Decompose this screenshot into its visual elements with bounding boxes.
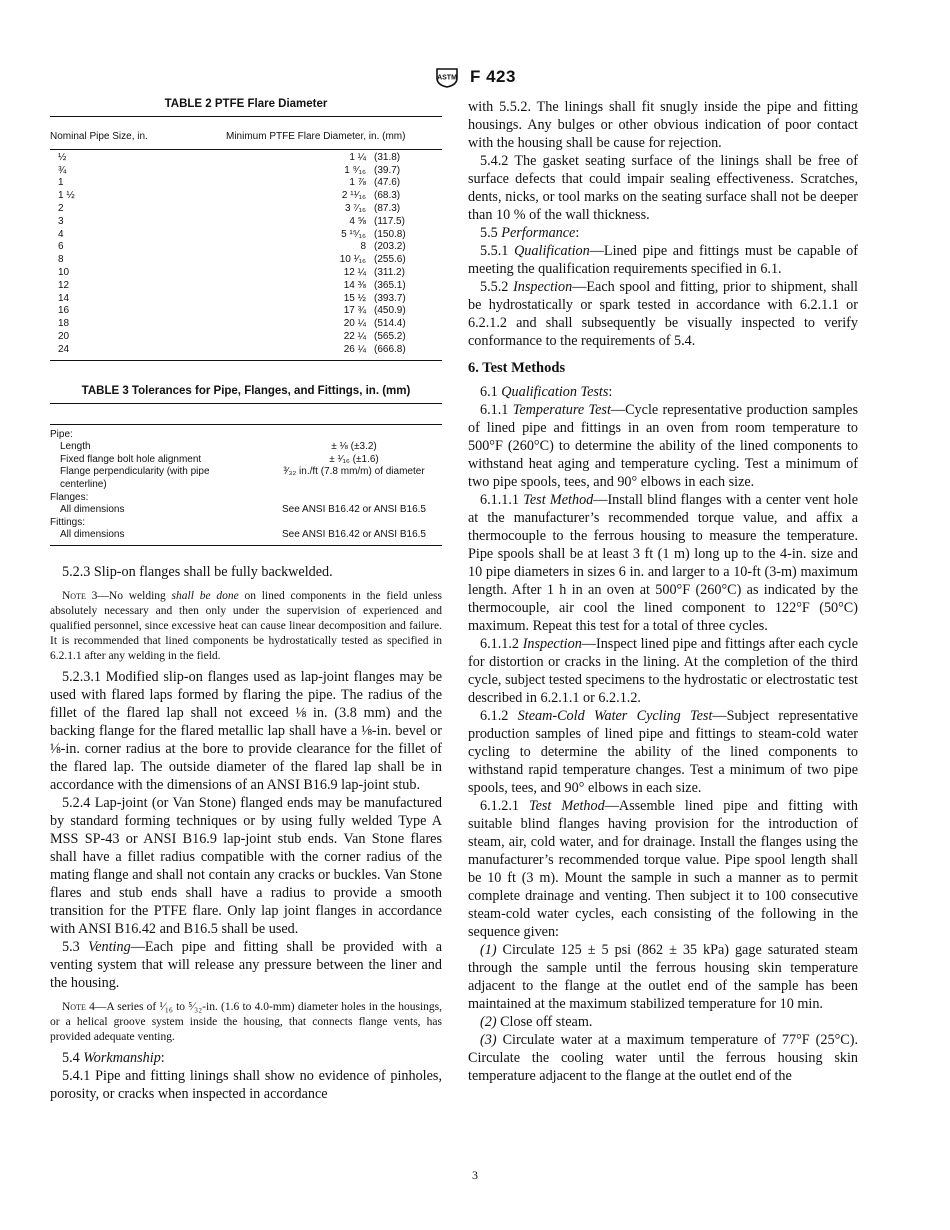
para-5-2-3: 5.2.3 Slip-on flanges shall be fully backwelded. (62, 563, 333, 580)
table3-length: Length (60, 441, 91, 453)
table3 (50, 429, 442, 542)
table2-row (50, 318, 442, 331)
table2-row (50, 190, 442, 203)
table3-fittings-val: See ANSI B16.42 or ANSI B16.5 (282, 529, 426, 541)
step-2: (2) Close off steam. (480, 1014, 593, 1030)
table2-pipe-size: 3 (58, 215, 64, 227)
table2-flare-in: 22 ¼ (343, 330, 366, 342)
table2-pipe-size: 2 (58, 202, 64, 214)
table2-row (50, 241, 442, 254)
table2-pipe-size: 6 (58, 241, 64, 253)
table2-flare-in: 5 ¹⁵⁄₁₆ (341, 228, 366, 240)
table3-title: TABLE 3 Tolerances for Pipe, Flanges, and Fittings, in. (mm) (81, 384, 411, 397)
table2-flare-in: 2 ¹¹⁄₁₆ (341, 190, 366, 202)
table2-flare-in: 15 ½ (343, 292, 366, 304)
page-number: 3 (472, 1168, 478, 1182)
table2-flare-in: 8 (360, 241, 366, 253)
para-6-1-1: 6.1.1 Temperature Test—Cycle representative production samples of lined pipe and fittings in an oven from room temperature to 500°F (260°C) to determine the ability of the lined components to withstand heat aging and temperature cycling. Test a minimum of two pipe spools, tees, and 90° elbows in each size. (468, 402, 858, 490)
table2-flare-in: 17 ¾ (343, 305, 366, 317)
table2-flare-in: 1 ¼ (349, 151, 366, 163)
table3-fittings: Fittings: (50, 516, 86, 528)
table2-row (50, 152, 442, 165)
note-3: Note 3—No welding shall be done on lined components in the field unless absolutely necessary and then only under the supervision of experienced and qualified personnel, since excessive heat can cause linear decomposition and failure. It is recommended that lined components be hydrostatically tested as specified in 6.2.1.1 after any welding in the field. (50, 589, 443, 662)
table2-flare-mm: (203.2) (374, 241, 406, 253)
astm-logo-icon (434, 66, 460, 88)
note-4: Note 4—A series of ¹⁄₁₆ to ⁵⁄₃₂-in. (1.6 to 4.0-mm) diameter holes in the housings, or a helical groove system inside the housing, that connects flange vents, has provided adequate venting. (50, 1000, 442, 1043)
table2-row (50, 203, 442, 216)
table3-flanges-val: See ANSI B16.42 or ANSI B16.5 (282, 504, 426, 516)
para-5-4-1: 5.4.1 Pipe and fitting linings shall show no evidence of pinholes, porosity, or cracks when inspected in accordance (50, 1067, 442, 1102)
table2-pipe-size: 1 ½ (58, 190, 75, 202)
para-5-2-3-1: 5.2.3.1 Modified slip-on flanges used as lap-joint flanges may be used with flared laps formed by flaring the pipe. The radius of the fillet of the flared lap shall not exceed ⅛ in. (3.8 mm) and the backing flange for the flared metallic lap shall have a ⅛-in. bevel or ⅛-in. corner radius at the bore to provide clearance for the fillet of the flared lap. The outside diameter of the flared lap shall be in accordance with the dimensions of an ANSI B16.9 lap-joint stub. (50, 668, 442, 793)
table2-flare-mm: (393.7) (374, 292, 406, 304)
table3-perp-val: ³⁄₃₂ in./ft (7.8 mm/m) of diameter (283, 466, 425, 478)
table2-pipe-size: ½ (58, 151, 67, 163)
para-5-4-2: 5.4.2 The gasket seating surface of the linings shall be free of surface defects that could impair sealing effectiveness. Scratches, dents, nicks, or tool marks on the seating surface shall not be deeper than 10 % of the wall thickness. (468, 153, 858, 223)
svg-text:ASTM: ASTM (437, 74, 457, 82)
para-5-5-2: 5.5.2 Inspection—Each spool and fitting, prior to shipment, shall be hydrostatically or spark tested in accordance with 6.2.1.1 or 6.2.1.2 and shall subsequently be visually inspected to verify conformance to the requirements of 5.4. (468, 279, 858, 349)
table2-flare-mm: (255.6) (374, 254, 406, 266)
table2-flare-in: 26 ¼ (343, 343, 366, 355)
table3-bolt: Fixed flange bolt hole alignment (60, 453, 202, 465)
table2 (50, 117, 442, 149)
table3-pipe: Pipe: (50, 428, 73, 440)
table2-pipe-size: 14 (58, 292, 70, 304)
para-6-1-1-2: 6.1.1.2 Inspection—Inspect lined pipe and fittings after each cycle for distortion or cracks in the lining. At the completion of the third cycle, subject tested specimens to the hydrostatic or electrostatic test described in 6.2.1.1 or 6.2.1.2. (468, 636, 858, 706)
para-cont: with 5.5.2. The linings shall fit snugly inside the pipe and fitting housings. Any bulges or other obvious indication of poor contact with the housing shall be cause for rejection. (468, 99, 858, 151)
para-5-2-4: 5.2.4 Lap-joint (or Van Stone) flanged ends may be manufactured by standard forming techniques or by using fully welded Type A MSS SP-43 or ANSI B16.9 lap-joint stub ends. Van Stone flares shall have a fillet radius compatible with the corner radius of the mating flange and shall not contain any cracks or buckles. Van Stone flares and stub ends shall have a radius to provide a smooth transition for the PTFE flare. Only lap joint flanges in accordance with ANSI B16.42 and B16.5 shall be used. (50, 794, 442, 937)
para-6-1: 6.1 Qualification Tests: (480, 384, 613, 400)
para-6-1-2-1: 6.1.2.1 Test Method—Assemble lined pipe and fitting with suitable blind flanges having provision for the introduction of steam, air, cold water, and for drainage. Install the flanges using the manufacturer’s recommended torque value. Pipe spool length shall be 10 ft (3 m). Mount the sample in such a manner as to permit complete drainage and venting. Then subject it to 100 consecutive steam-cold water cycles, each consisting of the following in the sequence given: (468, 798, 859, 940)
table2-flare-mm: (450.9) (374, 305, 406, 317)
table2-pipe-size: ¾ (58, 164, 67, 176)
table3-flanges-all: All dimensions (60, 504, 125, 516)
step-1: (1) Circulate 125 ± 5 psi (862 ± 35 kPa) gage saturated steam through the sample until the ferrous housing skin temperature adjacent to the flange at the outlet end of the sample has been maintained at the maximum stabilized temperature for 10 min. (468, 942, 858, 1012)
table3-fittings-all: All dimensions (60, 529, 125, 541)
table2-flare-in: 14 ⅜ (343, 279, 366, 291)
para-5-5-1: 5.5.1 Qualification—Lined pipe and fittings must be capable of meeting the qualification requirements specified in 6.1. (468, 243, 859, 277)
table2-pipe-size: 8 (58, 254, 64, 266)
right-column (468, 98, 858, 1085)
table2-row (50, 229, 442, 242)
table2-row (50, 267, 442, 280)
table2-pipe-size: 18 (58, 318, 70, 330)
table2-body (50, 152, 442, 357)
left-column (50, 98, 442, 1103)
table2-flare-mm: (666.8) (374, 343, 406, 355)
table2-pipe-size: 10 (58, 266, 70, 278)
table3-bolt-val: ± ¹⁄₁₆ (±1.6) (329, 453, 379, 465)
table3-perp: Flange perpendicularity (with pipe centerline) (60, 466, 210, 490)
table2-flare-mm: (117.5) (374, 215, 405, 227)
table2-col2-header: Minimum PTFE Flare Diameter, in. (mm) (226, 131, 406, 142)
table2-pipe-size: 1 (58, 177, 64, 189)
table3-flanges: Flanges: (50, 491, 89, 503)
table2-flare-mm: (31.8) (374, 151, 401, 163)
table2-pipe-size: 12 (58, 279, 70, 291)
document-number: F 423 (470, 67, 516, 86)
table2-row (50, 305, 442, 318)
table2-row (50, 216, 442, 229)
table2-flare-in: 12 ¼ (343, 266, 366, 278)
para-5-5: 5.5 Performance: (480, 225, 580, 241)
table2-flare-mm: (87.3) (374, 202, 401, 214)
table2-pipe-size: 4 (58, 228, 64, 240)
section-6-heading: 6. Test Methods (468, 360, 566, 376)
table2-col1-header: Nominal Pipe Size, in. (50, 131, 148, 142)
table2-row (50, 280, 442, 293)
table2-row (50, 254, 442, 267)
para-6-1-2: 6.1.2 Steam-Cold Water Cycling Test—Subject representative production samples of lined pipe and fittings to steam-cold water cycling to determine the ability of the lined components to withstand rapid temperature changes. Test a minimum of two pipe spools, tees, and 90° elbows in each size. (468, 708, 858, 796)
table2-title: TABLE 2 PTFE Flare Diameter (164, 98, 328, 110)
table2-flare-in: 3 ⁷⁄₁₆ (344, 202, 366, 214)
step-3: (3) Circulate water at a maximum temperature of 77°F (25°C). Circulate the cooling water until the ferrous housing skin temperature adjacent to the flange at the outlet end of the (468, 1032, 858, 1084)
table2-flare-in: 4 ⅝ (349, 215, 366, 227)
table2-pipe-size: 20 (58, 330, 70, 342)
table2-flare-mm: (39.7) (374, 164, 401, 176)
table2-flare-mm: (365.1) (374, 279, 406, 291)
table2-flare-in: 10 ¹⁄₁₆ (339, 254, 366, 266)
table2-flare-mm: (514.4) (374, 318, 406, 330)
table2-flare-mm: (150.8) (374, 228, 406, 240)
table2-pipe-size: 16 (58, 305, 70, 317)
para-6-1-1-1: 6.1.1.1 Test Method—Install blind flanges with a center vent hole at the manufacturer’s recommended torque value, and affix a thermocouple to the ferrous housing to measure the temperature. Pipe spools shall be at least 3 ft (1 m) long up to the 4-in. size and 10 pipe diameters in sizes 6 in. and larger to a 10-ft (3-m) maximum length. After 1 h in an oven at 500°F (260°C) as indicated by the thermocouple, air cool the lined component to 122°F (50°C) maximum. Repeat this test for a total of three cycles. (468, 492, 859, 634)
table2-row (50, 165, 442, 178)
table2-row (50, 177, 442, 190)
table2-pipe-size: 24 (58, 343, 70, 355)
table2-flare-in: 1 ⅞ (349, 177, 366, 189)
table2-flare-mm: (311.2) (374, 266, 405, 278)
table2-flare-mm: (565.2) (374, 330, 406, 342)
table2-row (50, 331, 442, 344)
table2-flare-mm: (68.3) (374, 190, 401, 202)
table2-flare-mm: (47.6) (374, 177, 401, 189)
table2-row (50, 293, 442, 306)
para-5-3: 5.3 Venting—Each pipe and fitting shall be provided with a venting system that will release any pressure between the liner and the housing. (50, 938, 442, 991)
table2-flare-in: 1 ⁹⁄₁₆ (344, 164, 366, 176)
table2-flare-in: 20 ¼ (343, 318, 366, 330)
page-header (0, 66, 950, 88)
table3-length-val: ± ⅛ (±3.2) (331, 441, 377, 453)
para-5-4: 5.4 Workmanship: (62, 1049, 165, 1066)
table2-row (50, 344, 442, 357)
